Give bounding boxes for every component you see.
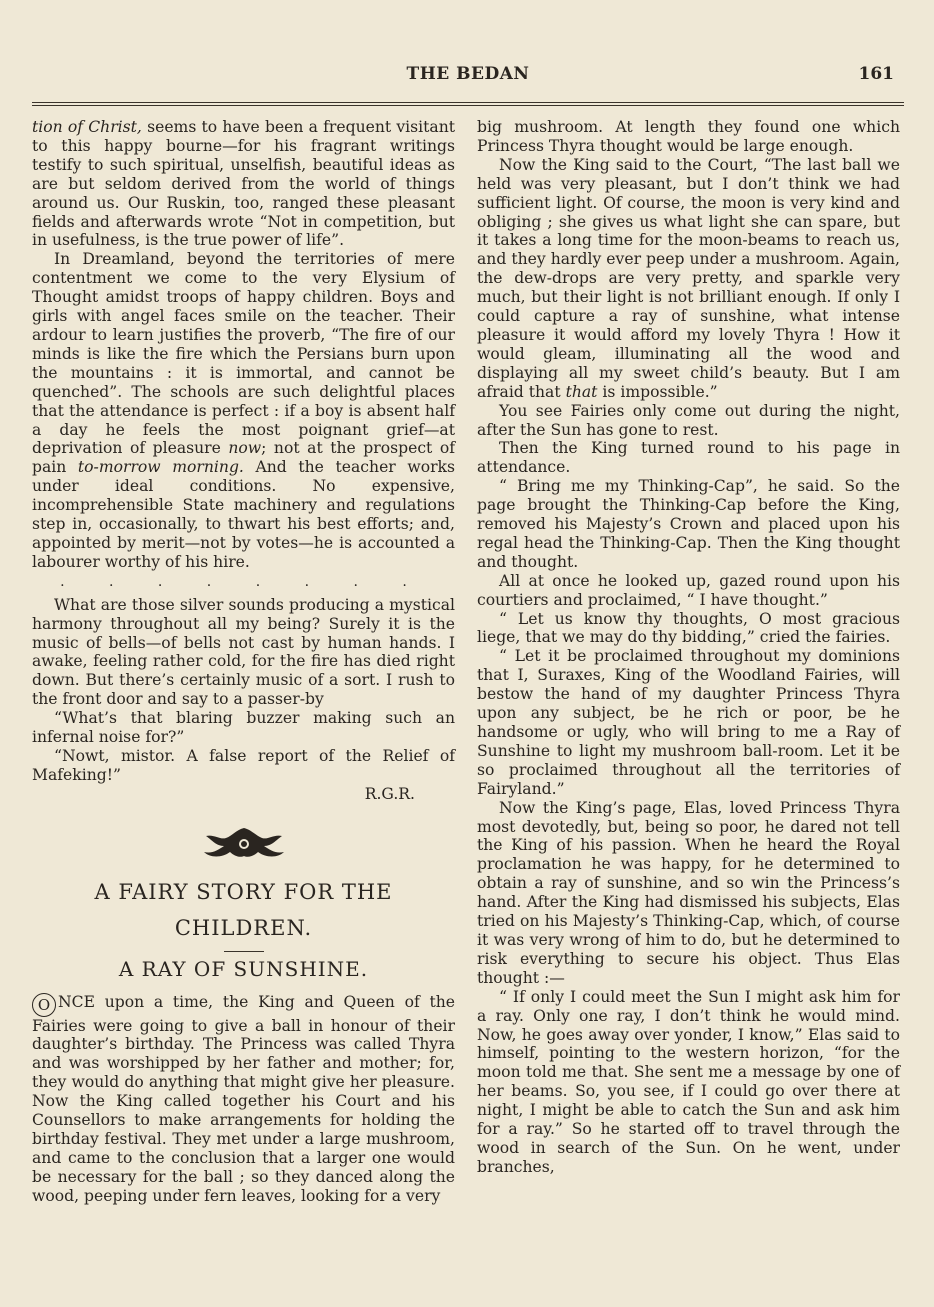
paragraph: big mushroom. At length they found one which Princess Thyra thought would be large enough. [477, 118, 900, 155]
section-dots: . . . . . . . . [60, 573, 427, 590]
paragraph: “ If only I could meet the Sun I might ask him for a ray. Only one ray, I don’t think he would mind. Now, he goes away over yonder, I know,” Elas said to himself, pointing to the western horizon, “for the moon told me that. She sent me a message by one of her beams. So, you see, if I could go over there at night, I might be able to catch the Sun and ask him for a ray.” So he started off to travel through the wood in search of the Sun. On he went, under branches, [477, 987, 900, 1176]
italic-text: that [565, 382, 598, 401]
paragraph: You see Fairies only come out during the night, after the Sun has gone to rest. [477, 401, 900, 439]
paragraph-text: Now the King said to the Court, “The last ball we held was very pleasant, but I don’t think we had sufficient light. Of course, the moon is very kind and obliging ; she gives us what light she can spare, but it takes a long time for the moon-beams to reach us, and they hardly ever peep under a mushroom. Again, the dew-drops are very pretty, and sparkle very much, but their light is not brilliant enough. If only I could capture a ray of sunshine, what intense pleasure it would afford my lovely Thyra ! How it would gleam, illuminating all the wood and displaying all my sweet child’s beauty. But I am afraid that [477, 155, 900, 401]
page-header [32, 64, 904, 94]
paragraph-text: is impossible.” [597, 382, 718, 401]
italic-text: to-morrow morning. [77, 458, 244, 477]
paragraph: “ Let it be proclaimed throughout my dominions that I, Suraxes, King of the Woodland Fairies, will bestow the hand of my daughter Princess Thyra upon any subject, be he rich or poor, be he handsome or ugly, who will bring to me a Ray of Sunshine to light my mushroom ball-room. Let it be so proclaimed throughout all the territories of Fairyland.” [477, 647, 900, 798]
italic-text: tion of Christ, [32, 118, 142, 136]
paragraph-text: upon a time, the King and Queen of the Fairies were going to give a ball in honour of their daughter’s birthday. The Princess was called Thyra and was worshipped by her father and mother; for, they would do anything that might give her pleasure. Now the King called together his Court and his Counsellors to make arrangements for holding the birthday festival. They met under a large mushroom, and came to the conclusion that a larger one would be necessary for the ball ; so they danced along the wood, peeping under fern leaves, looking for a very [32, 992, 455, 1205]
paragraph-text: And the teacher works under ideal conditions. No expensive, incomprehensible State machinery and regulations step in, occasionally, to thwart his best efforts; and, appointed by merit—not by votes—he is accounted a labourer worthy of his hire. [32, 458, 455, 571]
paragraph-text: In Dreamland, beyond the territories of mere contentment we come to the very Elysium of Thought amidst troops of happy children. Boys and girls with angel faces smile on the teacher. Their ardour to learn justifies the proverb, “The fire of our minds is like the fire which the Persians burn upon the mountains : it is immortal, and cannot be quenched”. The schools are such delightful places that the attendance is perfect : if a boy is absent half a day he feels the most poignant grief—at deprivation of pleasure [32, 250, 455, 458]
paragraph: What are those silver sounds producing a mystical harmony throughout all my being? Surely it is the music of bells—of bells not cast by human hands. I awake, feeling rather cold, for the fire has died right down. But there’s certainly music of a sort. I rush to the front door and say to a passer-by [32, 595, 455, 709]
paragraph: Now the King’s page, Elas, loved Princess Thyra most devotedly, but, being so poor, he dared not tell the King of his passion. When he heard the Royal proclamation he was happy, for he determined to obtain a ray of sunshine, and so win the Princess’s hand. After the King had dismissed his subjects, Elas tried on his Majesty’s Thinking-Cap, which, of course it was very wrong of him to do, but he determined to risk everything to secure his object. Thus Elas thought :— [477, 798, 900, 987]
paragraph: “ Let us know thy thoughts, O most gracious liege, that we may do thy bidding,” cried the fairies. [477, 609, 900, 647]
story-subtitle: A RAY OF SUNSHINE. [118, 956, 369, 981]
scroll-ornament-icon [32, 820, 455, 869]
paragraph: Then the King turned round to his page in attendance. [477, 439, 900, 477]
page-number: 161 [858, 64, 894, 84]
paragraph [32, 118, 455, 250]
running-title: THE BEDAN [406, 64, 530, 84]
italic-text: now [228, 439, 262, 458]
paragraph [32, 993, 455, 1206]
paragraph: “ Bring me my Thinking-Cap”, he said. So the page brought the Thinking-Cap before the King, removed his Majesty’s Crown and placed upon his regal head the Thinking-Cap. Then the King thought and thought. [477, 477, 900, 571]
signature: R.G.R. [364, 784, 415, 803]
title-divider [224, 951, 264, 952]
drop-cap: O [32, 993, 56, 1017]
paragraph [477, 156, 900, 402]
small-caps-text: NCE [58, 992, 95, 1011]
paragraph-text: seems to have been a frequent visitant to this happy bourne—for his fragrant writings testify to such spiritual, unselfish, beautiful ideas as are but seldom derived from the world of things around us. Our Ruskin, too, ranged these pleasant fields and afterwards wrote “Not in competition, but in usefulness, is the true power of life”. [32, 118, 456, 250]
paragraph: All at once he looked up, gazed round upon his courtiers and proclaimed, “ I have thought.” [477, 571, 900, 609]
paragraph: “Nowt, mistor. A false report of the Relief of Mafeking!” [32, 747, 455, 784]
story-title-line-1: A FAIRY STORY FOR THE [94, 879, 393, 904]
left-column [32, 118, 455, 1206]
right-column [477, 118, 900, 1177]
paragraph-text: ; not at the prospect of pain [32, 439, 455, 477]
story-title-line-2: CHILDREN. [174, 915, 313, 940]
header-rule [32, 102, 904, 106]
paragraph [32, 250, 455, 571]
paragraph: “What’s that blaring buzzer making such an infernal noise for?” [32, 709, 455, 747]
